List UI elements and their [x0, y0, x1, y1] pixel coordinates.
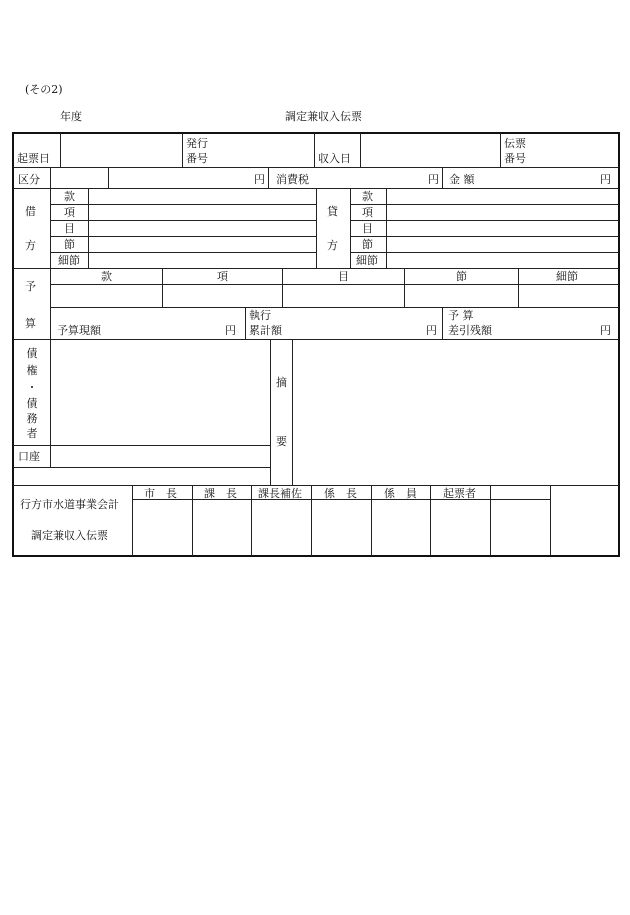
credit-row-label: 項: [362, 206, 373, 219]
divider: [442, 307, 443, 339]
divider: [350, 220, 619, 221]
part-label: (その2): [25, 83, 63, 96]
execution-label: 執行: [249, 309, 271, 322]
credit-row-label: 細節: [356, 254, 378, 267]
divider: [13, 485, 619, 486]
divider: [350, 188, 351, 268]
creditor-label-char: 債: [26, 397, 38, 410]
divider: [314, 133, 315, 167]
debit-row-label: 目: [64, 222, 75, 235]
divider: [182, 133, 183, 167]
divider: [50, 204, 316, 205]
creditor-label-char: 者: [26, 427, 38, 440]
divider: [50, 188, 51, 268]
debit-side-label: 方: [25, 239, 36, 252]
divider: [50, 220, 316, 221]
budget-column-header: 細節: [556, 270, 578, 283]
debit-row-label: 節: [64, 238, 75, 251]
divider: [192, 485, 193, 556]
credit-row-label: 節: [362, 238, 373, 251]
yen-unit: 円: [426, 324, 437, 337]
approver-header: 市 長: [144, 487, 177, 500]
divider: [50, 339, 51, 467]
divider: [430, 485, 431, 556]
slip-number-label: 番号: [504, 152, 526, 165]
budget-side-label: 算: [25, 317, 36, 330]
divider: [282, 268, 283, 307]
divider: [311, 485, 312, 556]
approver-header: 係 長: [324, 487, 357, 500]
yen-unit: 円: [600, 324, 611, 337]
divider: [50, 167, 51, 188]
footer-form-name: 調定兼収入伝票: [31, 529, 108, 542]
credit-row-label: 目: [362, 222, 373, 235]
divider: [162, 268, 163, 307]
divider: [13, 339, 619, 340]
divider: [50, 284, 619, 285]
remaining-label: 差引残額: [448, 324, 492, 337]
approver-header: 起票者: [443, 487, 476, 500]
divider: [518, 268, 519, 307]
divider: [88, 188, 89, 268]
divider: [268, 167, 269, 188]
divider: [404, 268, 405, 307]
budget-column-header: 款: [101, 270, 112, 283]
debit-side-label: 借: [25, 205, 36, 218]
account-label: 口座: [18, 450, 40, 463]
divider: [50, 252, 316, 253]
divider: [442, 167, 443, 188]
budget-current-label: 予算現額: [57, 324, 101, 337]
credit-side-label: 貸: [327, 205, 338, 218]
credit-side-label: 方: [327, 239, 338, 252]
divider: [251, 485, 252, 556]
divider: [132, 485, 133, 556]
divider: [490, 485, 491, 556]
divider: [50, 268, 51, 339]
form-title: 調定兼収入伝票: [285, 110, 362, 123]
divider: [13, 467, 270, 468]
receipt-date-label: 収入日: [318, 152, 351, 165]
divider: [13, 445, 270, 446]
yen-unit: 円: [428, 173, 439, 186]
category-label: 区分: [18, 173, 40, 186]
debit-row-label: 款: [64, 190, 75, 203]
approver-header: 課長補佐: [258, 487, 302, 500]
issue-number-label: 番号: [186, 152, 208, 165]
debit-row-label: 項: [64, 206, 75, 219]
divider: [350, 236, 619, 237]
amount-label: 金 額: [449, 173, 475, 186]
summary-label: 要: [276, 435, 287, 448]
creditor-label-char: 務: [26, 412, 38, 425]
creditor-label-char: 債: [26, 347, 38, 360]
creditor-label-char: ・: [26, 381, 38, 394]
divider: [108, 167, 109, 188]
remaining-label: 予 算: [448, 309, 474, 322]
issue-date-label: 起票日: [17, 152, 50, 165]
divider: [13, 167, 619, 168]
divider: [500, 133, 501, 167]
credit-row-label: 款: [362, 190, 373, 203]
org-name: 行方市水道事業会計: [20, 498, 119, 511]
divider: [550, 485, 551, 556]
divider: [270, 339, 271, 485]
budget-column-header: 目: [338, 270, 349, 283]
fiscal-year-label: 年度: [60, 110, 82, 123]
divider: [371, 485, 372, 556]
divider: [50, 307, 619, 308]
approver-header: 係 員: [384, 487, 417, 500]
execution-label: 累計額: [249, 324, 282, 337]
consumption-tax-label: 消費税: [276, 173, 309, 186]
debit-row-label: 細節: [58, 254, 80, 267]
divider: [245, 307, 246, 339]
divider: [350, 204, 619, 205]
slip-number-label: 伝票: [504, 137, 526, 150]
divider: [50, 236, 316, 237]
approver-header: 課 長: [204, 487, 237, 500]
divider: [360, 133, 361, 167]
yen-unit: 円: [600, 173, 611, 186]
issue-number-label: 発行: [186, 137, 208, 150]
divider: [13, 268, 619, 269]
divider: [292, 339, 293, 485]
yen-unit: 円: [225, 324, 236, 337]
divider: [60, 133, 61, 167]
creditor-label-char: 権: [26, 364, 38, 377]
budget-side-label: 予: [25, 280, 36, 293]
yen-unit: 円: [254, 173, 265, 186]
divider: [386, 188, 387, 268]
budget-column-header: 節: [456, 270, 467, 283]
summary-label: 摘: [276, 376, 287, 389]
budget-column-header: 項: [217, 270, 228, 283]
divider: [316, 188, 317, 268]
divider: [350, 252, 619, 253]
